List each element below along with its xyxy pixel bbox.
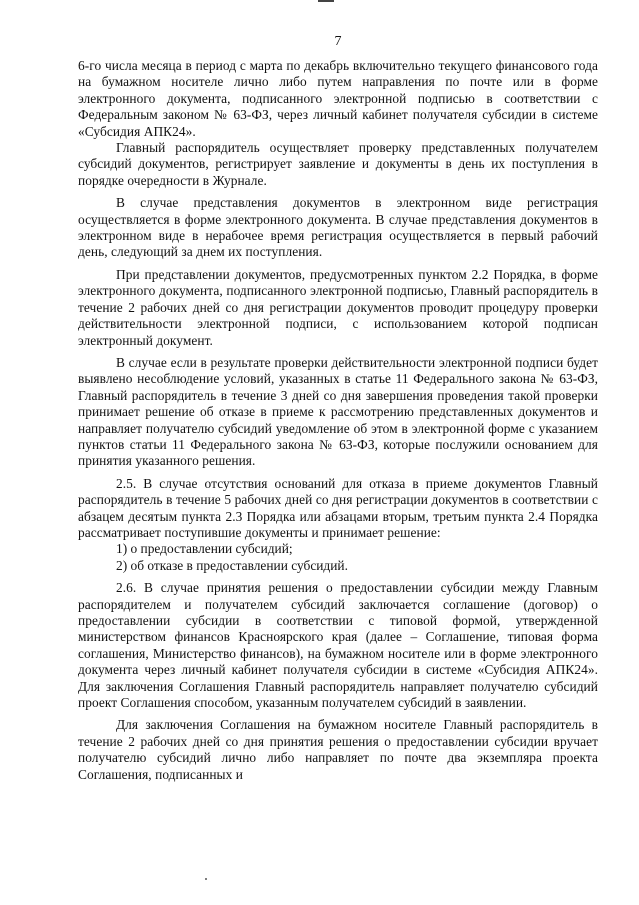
page-number: 7 bbox=[334, 34, 342, 49]
paragraph-agreement-paper: Для заключения Соглашения на бумажном носителе Главный распорядитель в течение 2 рабочих дней со дня принятия решения о предоставлении субсидии вручает получателю субсидий лично либо направляет по почте два экземпляра проекта Соглашения, подписанных и bbox=[78, 717, 598, 782]
paragraph-signature-check: При представлении документов, предусмотренных пунктом 2.2 Порядка, в форме электронного документа, подписанного электронной подписью, Главный распорядитель в течение 2 рабочих дней со дня регистрации документов проводит процедуру проверки действительности электронной подписи, с использованием которой подписан электронный документ. bbox=[78, 266, 598, 348]
paragraph-continuation: 6-го числа месяца в период с марта по декабрь включительно текущего финансового года на бумажном носителе лично либо путем направления по почте или в форме электронного документа, подписанного электронной подписью в соответствии с Федеральным законом № 63-ФЗ, через личный кабинет получателя субсидии в системе «Субсидия АПК24». bbox=[78, 58, 598, 139]
document-page bbox=[78, 34, 598, 783]
scan-speck bbox=[205, 878, 207, 880]
paragraph-signature-refusal: В случае если в результате проверки действительности электронной подписи будет выявлено несоблюдение условий, указанных в статье 11 Федерального закона № 63-ФЗ, Главный распорядитель в течение 3 дней со дня завершения проведения такой проверки принимает решение об отказе в приеме к рассмотрению представленных документов и направляет получателю субсидий уведомление об этом в электронной форме с указанием пунктов статьи 11 Федерального закона № 63-ФЗ, которые послужили основанием для принятия указанного решения. bbox=[78, 354, 598, 469]
list-item: 1) о предоставлении субсидий; bbox=[116, 541, 293, 557]
paragraph-2-5: 2.5. В случае отсутствия оснований для отказа в приеме документов Главный распорядитель в течение 5 рабочих дней со дня регистрации документов в соответствии с абзацем десятым пункта 2.3 Порядка или абзацами вторым, третьим пункта 2.4 Порядка рассматривает поступившие документы и принимает решение: bbox=[78, 475, 598, 540]
paragraph-registration: Главный распорядитель осуществляет проверку представленных получателем субсидий документов, регистрирует заявление и документы в день их поступления в порядке очередности в Журнале. bbox=[78, 140, 598, 188]
paragraph-2-6: 2.6. В случае принятия решения о предоставлении субсидии между Главным распорядителем и получателем субсидий заключается соглашение (договор) о предоставлении субсидии в соответствии с типовой формой, утвержденной министерством финансов Красноярского края (далее – Соглашение, типовая форма соглашения, Министерство финансов), на бумажном носителе или в форме электронного документа через личный кабинет получателя субсидии в системе «Субсидия АПК24». Для заключения Соглашения Главный распорядитель направляет получателю субсидий проект Соглашения способом, указанным получателем субсидий в заявлении. bbox=[78, 580, 598, 711]
list-item: 2) об отказе в предоставлении субсидий. bbox=[116, 557, 348, 573]
top-edge-mark bbox=[318, 0, 334, 2]
paragraph-electronic-registration: В случае представления документов в электронном виде регистрация осуществляется в форме электронного документа. В случае представления документов в электронном виде в нерабочее время регистрация осуществляется в первый рабочий день, следующий за днем их поступления. bbox=[78, 195, 598, 260]
